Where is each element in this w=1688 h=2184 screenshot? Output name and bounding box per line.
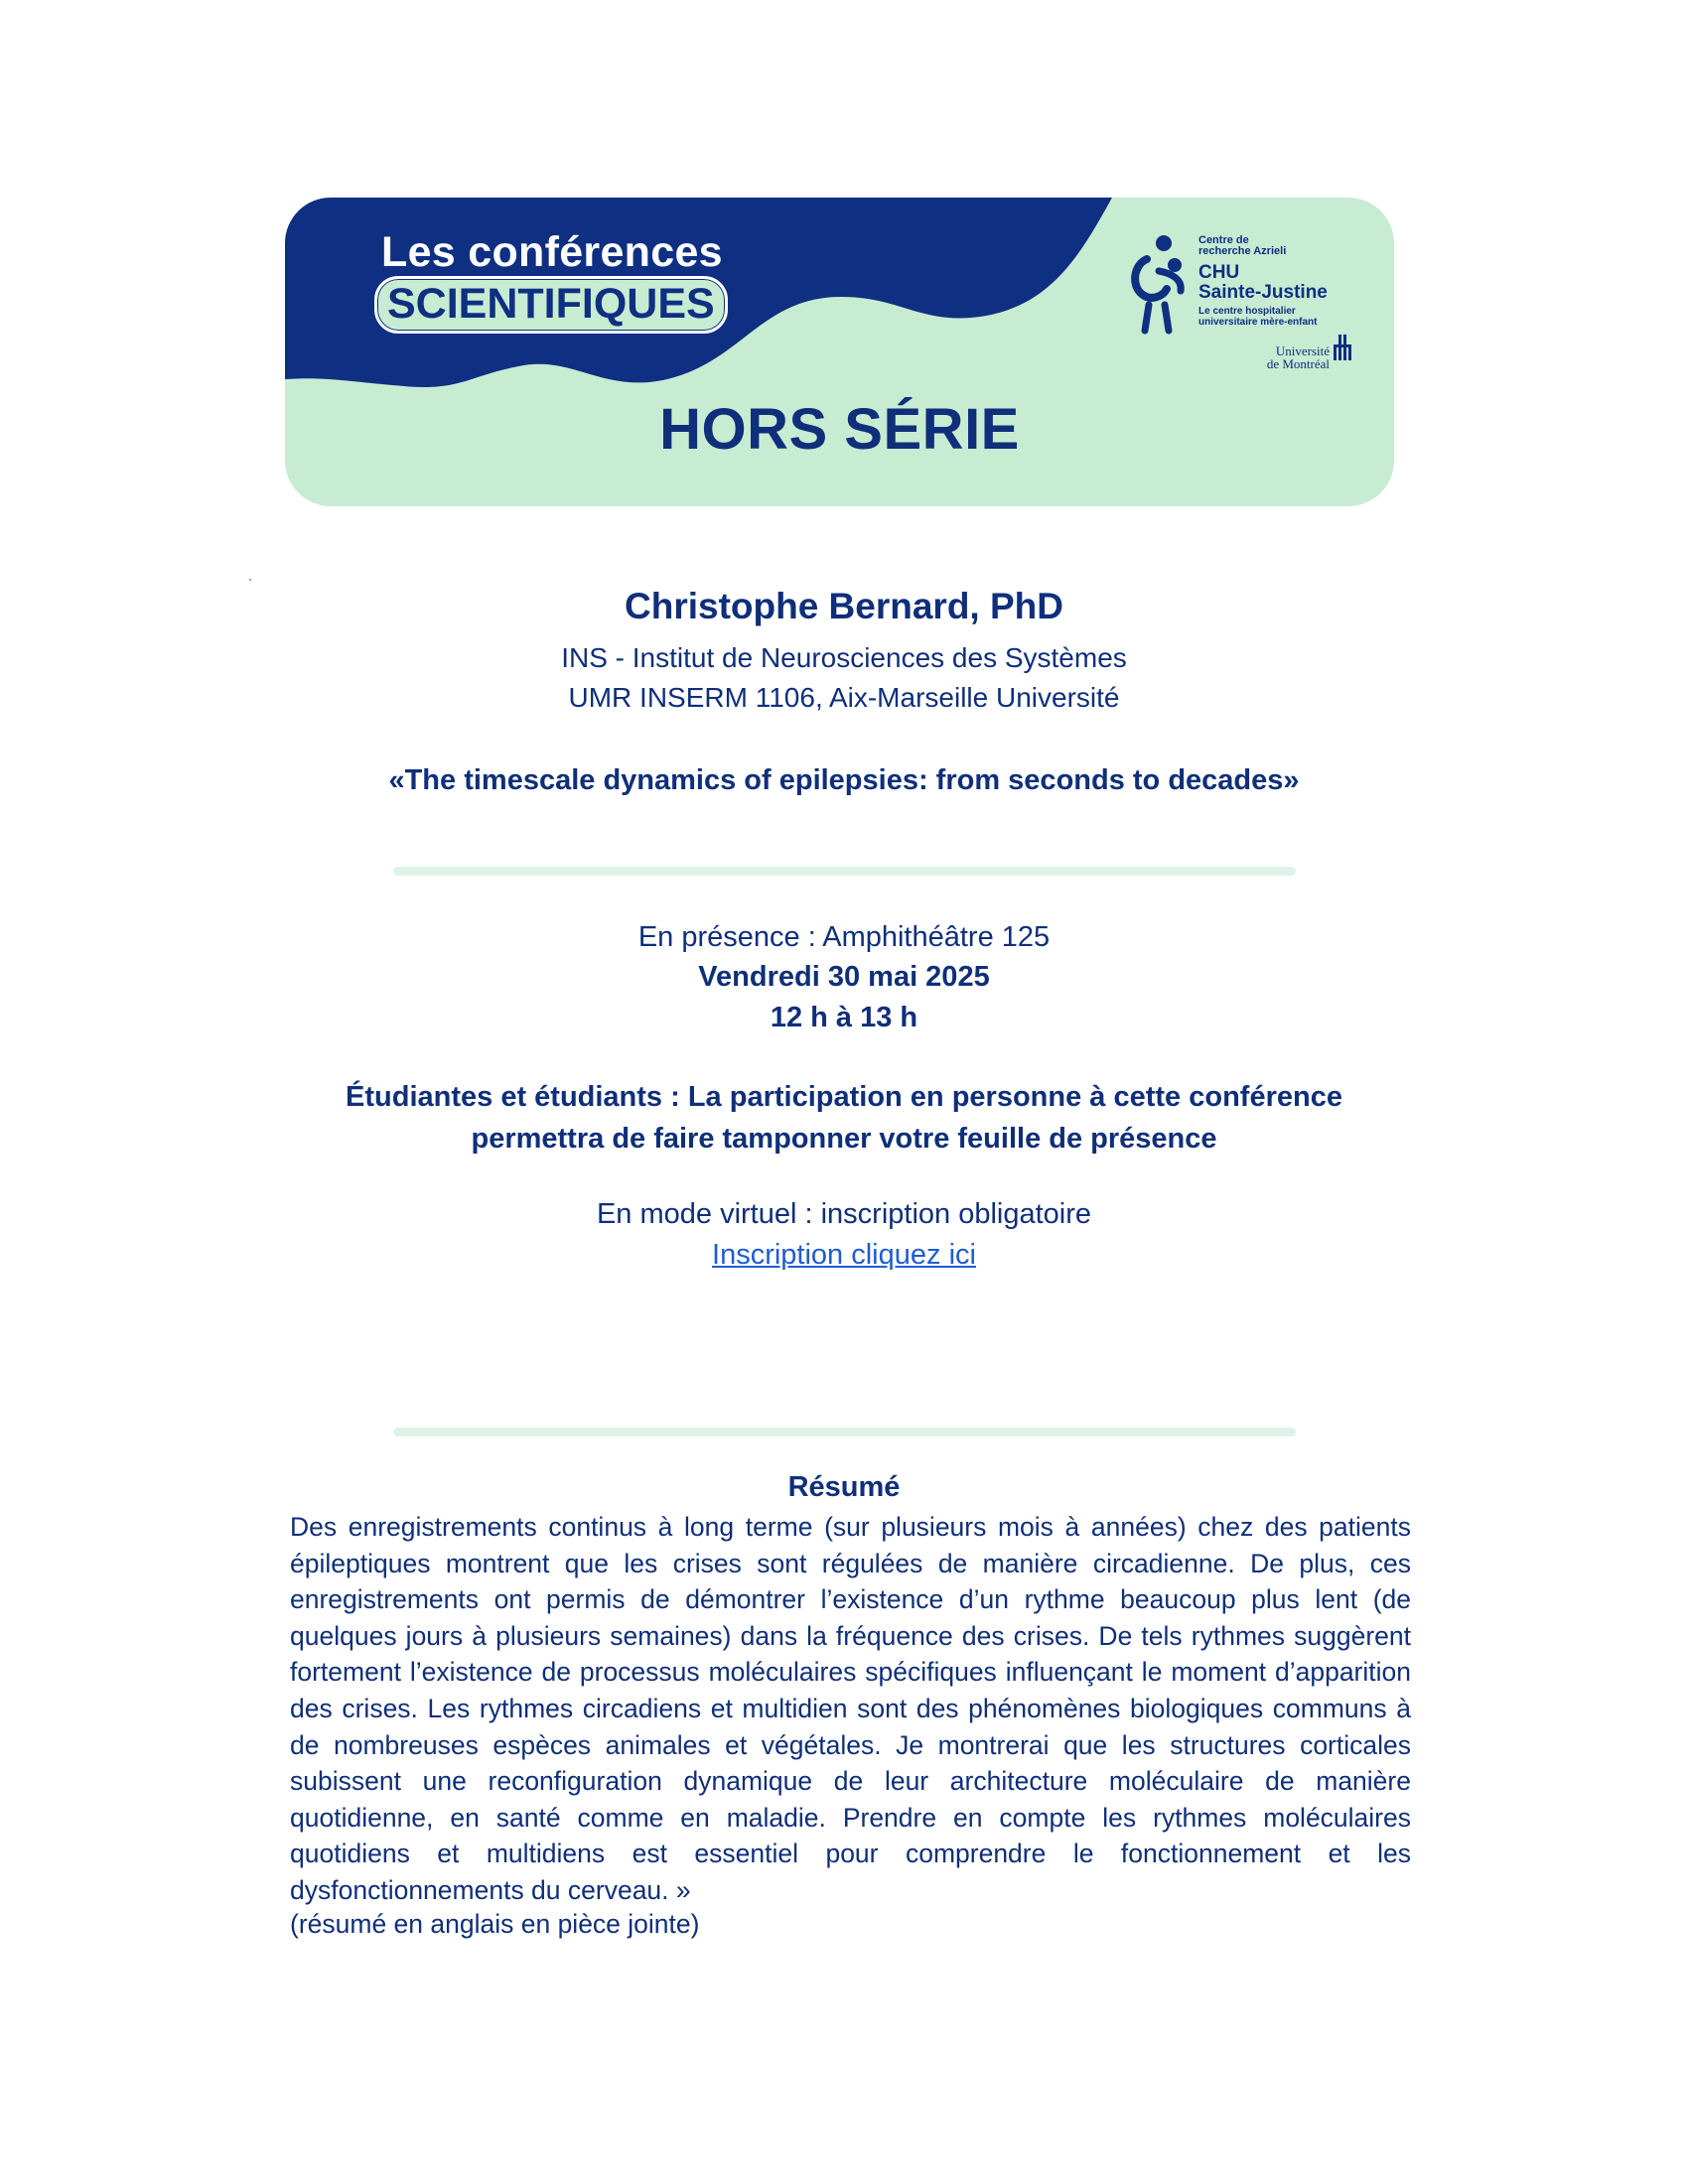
event-date: Vendredi 30 mai 2025 (698, 961, 990, 993)
family-figure-icon (1129, 231, 1193, 341)
logo-sainte-justine: Sainte-Justine (1198, 282, 1328, 303)
logo-centre-line1: Centre de (1198, 234, 1249, 246)
universite-de-montreal-emblem-icon (1333, 335, 1352, 360)
section-divider (393, 1428, 1296, 1436)
banner-subtitle: HORS SÉRIE (659, 397, 1020, 462)
students-notice-line1: Étudiantes et étudiants : La participation en personne à cette conférence (346, 1081, 1342, 1113)
logo-de-montreal: de Montréal (1266, 356, 1330, 371)
logo-universite: Université (1275, 343, 1330, 358)
event-time: 12 h à 13 h (770, 1002, 918, 1033)
students-notice-line2: permettra de faire tamponner votre feuille de présence (471, 1123, 1217, 1155)
logo-centre-line2: recherche Azrieli (1198, 245, 1287, 257)
logo-tagline-line1: Le centre hospitalier (1198, 306, 1296, 317)
talk-title: «The timescale dynamics of epilepsies: from seconds to decades» (388, 764, 1300, 796)
resume-heading: Résumé (787, 1471, 901, 1503)
speaker-affiliation-line1: INS - Institut de Neurosciences des Systèmes (561, 642, 1127, 673)
logo-tagline-line2: universitaire mère-enfant (1198, 317, 1318, 328)
speaker-name: Christophe Bernard, PhD (625, 586, 1063, 626)
speaker-affiliation-line2: UMR INSERM 1106, Aix-Marseille Université (568, 682, 1120, 713)
resume-body: Des enregistrements continus à long terme (sur plusieurs mois à années) chez des patients épileptiques montrent que les crises sont régulées de manière circadienne. De plus, ces enregistrements ont permis de démontrer l’existence d’un rythme beaucoup plus lent (de quelques jours à plusieurs semaines) dans la fréquence des crises. De tels rythmes suggèrent fortement l’existence de processus moléculaires spécifiques influençant le moment d’apparition des crises. Les rythmes circadiens et multidien sont des phénomènes biologiques communs à de nombreuses espèces animales et végétales. Je montrerai que les structures corticales subissent une reconfiguration dynamique de leur architecture moléculaire de manière quotidienne, en santé comme en maladie. Prendre en compte les rythmes moléculaires quotidiens et multidiens est essentiel pour comprendre le fonctionnement et les dysfonctionnements du cerveau. » (290, 1512, 1411, 1905)
series-title-line1: Les conférences (381, 228, 723, 276)
resume-note: (résumé en anglais en pièce jointe) (290, 1909, 700, 1939)
stray-mark (249, 579, 251, 581)
event-location: En présence : Amphithéâtre 125 (637, 921, 1051, 953)
chu-sainte-justine-logo (1129, 231, 1357, 380)
section-divider (393, 867, 1296, 876)
conference-banner (285, 198, 1394, 506)
series-title-line2: SCIENTIFIQUES (374, 276, 728, 334)
logo-chu: CHU (1198, 262, 1240, 283)
virtual-mode-notice: En mode virtuel : inscription obligatoire (596, 1198, 1092, 1230)
registration-link[interactable]: Inscription cliquez ici (712, 1239, 976, 1271)
